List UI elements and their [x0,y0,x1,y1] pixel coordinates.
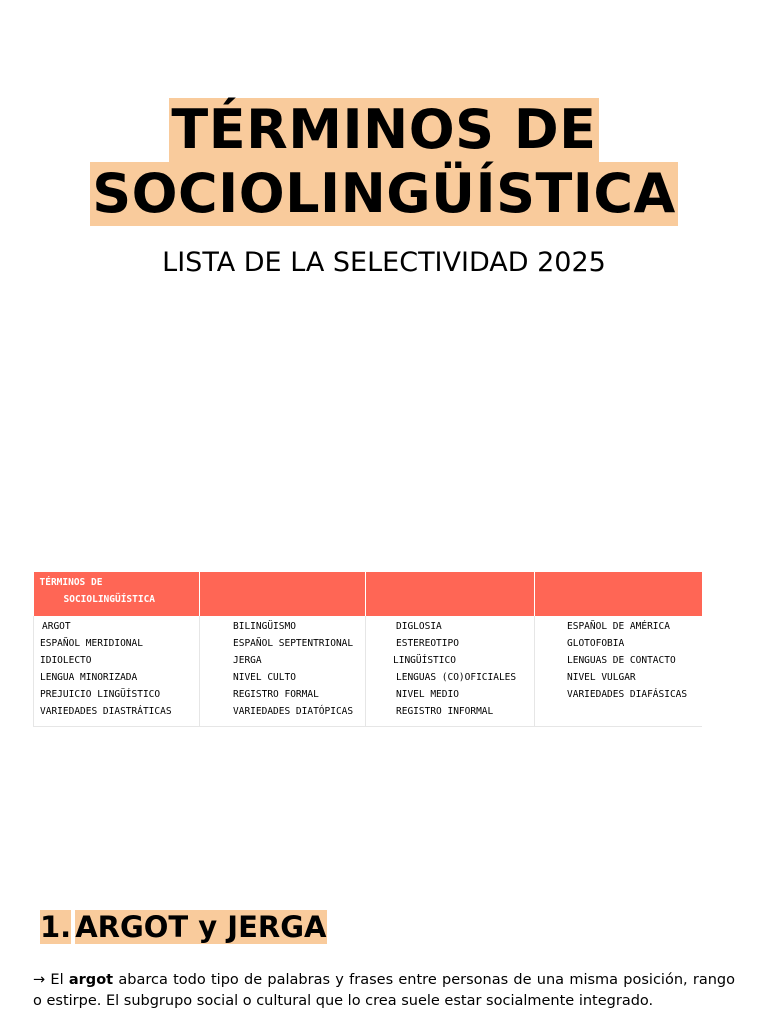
table-column-2 [200,616,366,727]
section-heading [40,908,327,946]
term-item: LENGUAS DE CONTACTO [567,655,676,666]
table-header-row [34,572,702,616]
paragraph-text: abarca todo tipo de palabras y frases entre personas de una misma posición, rango o estirpe. El subgrupo social o cultural que lo crea suele estar socialmente integrado. [33,972,736,1009]
table-header-line-2: SOCIOLINGÜÍSTICA [63,594,156,605]
term-item: VARIEDADES DIAFÁSICAS [567,689,688,700]
term-item: LENGUA MINORIZADA [40,672,138,683]
term-item: ESPAÑOL MERIDIONAL [40,638,143,649]
term-item: ARGOT [42,621,71,632]
table-column-1 [34,616,200,727]
term-item: GLOTOFOBIA [567,638,625,649]
table-header-empty [535,572,702,616]
title-line-2: SOCIOLINGÜÍSTICA [92,162,676,225]
document-subtitle: LISTA DE LA SELECTIVIDAD 2025 [162,247,606,278]
term-item: JERGA [233,655,262,666]
term-item: PREJUICIO LINGÜÍSTICO [40,689,161,700]
term-item: IDIOLECTO [40,655,92,666]
term-item: NIVEL CULTO [233,672,296,683]
section-title: ARGOT y JERGA [75,910,327,944]
term-item: LENGUAS (CO)OFICIALES [396,672,517,683]
table-header-empty [366,572,535,616]
document-title [0,98,768,226]
table-column-3 [366,616,535,727]
paragraph-intro: → El [33,972,69,988]
body-paragraph [33,970,735,1012]
term-item: NIVEL VULGAR [567,672,636,683]
term-item: ESPAÑOL SEPTENTRIONAL [233,638,354,649]
term-item: REGISTRO FORMAL [233,689,319,700]
term-item: NIVEL MEDIO [396,689,459,700]
term-item: ESPAÑOL DE AMÉRICA [567,621,670,632]
term-item: LINGÜÍSTICO [393,655,456,666]
table-header-line-1: TÉRMINOS DE [39,577,103,588]
term-item: VARIEDADES DIATÓPICAS [233,706,354,717]
term-item: ESTEREOTIPO [396,638,459,649]
term-item: REGISTRO INFORMAL [396,706,494,717]
term-item: BILINGÜISMO [233,621,296,632]
table-row [34,616,702,727]
title-line-1: TÉRMINOS DE [171,98,597,161]
table-column-4 [535,616,702,727]
terms-table [33,572,702,727]
paragraph-bold-term: argot [68,972,114,988]
table-header-empty [200,572,366,616]
term-item: DIGLOSIA [396,621,442,632]
section-number: 1. [40,910,72,944]
table-header-cell [34,572,200,616]
term-item: VARIEDADES DIASTRÁTICAS [40,706,172,717]
